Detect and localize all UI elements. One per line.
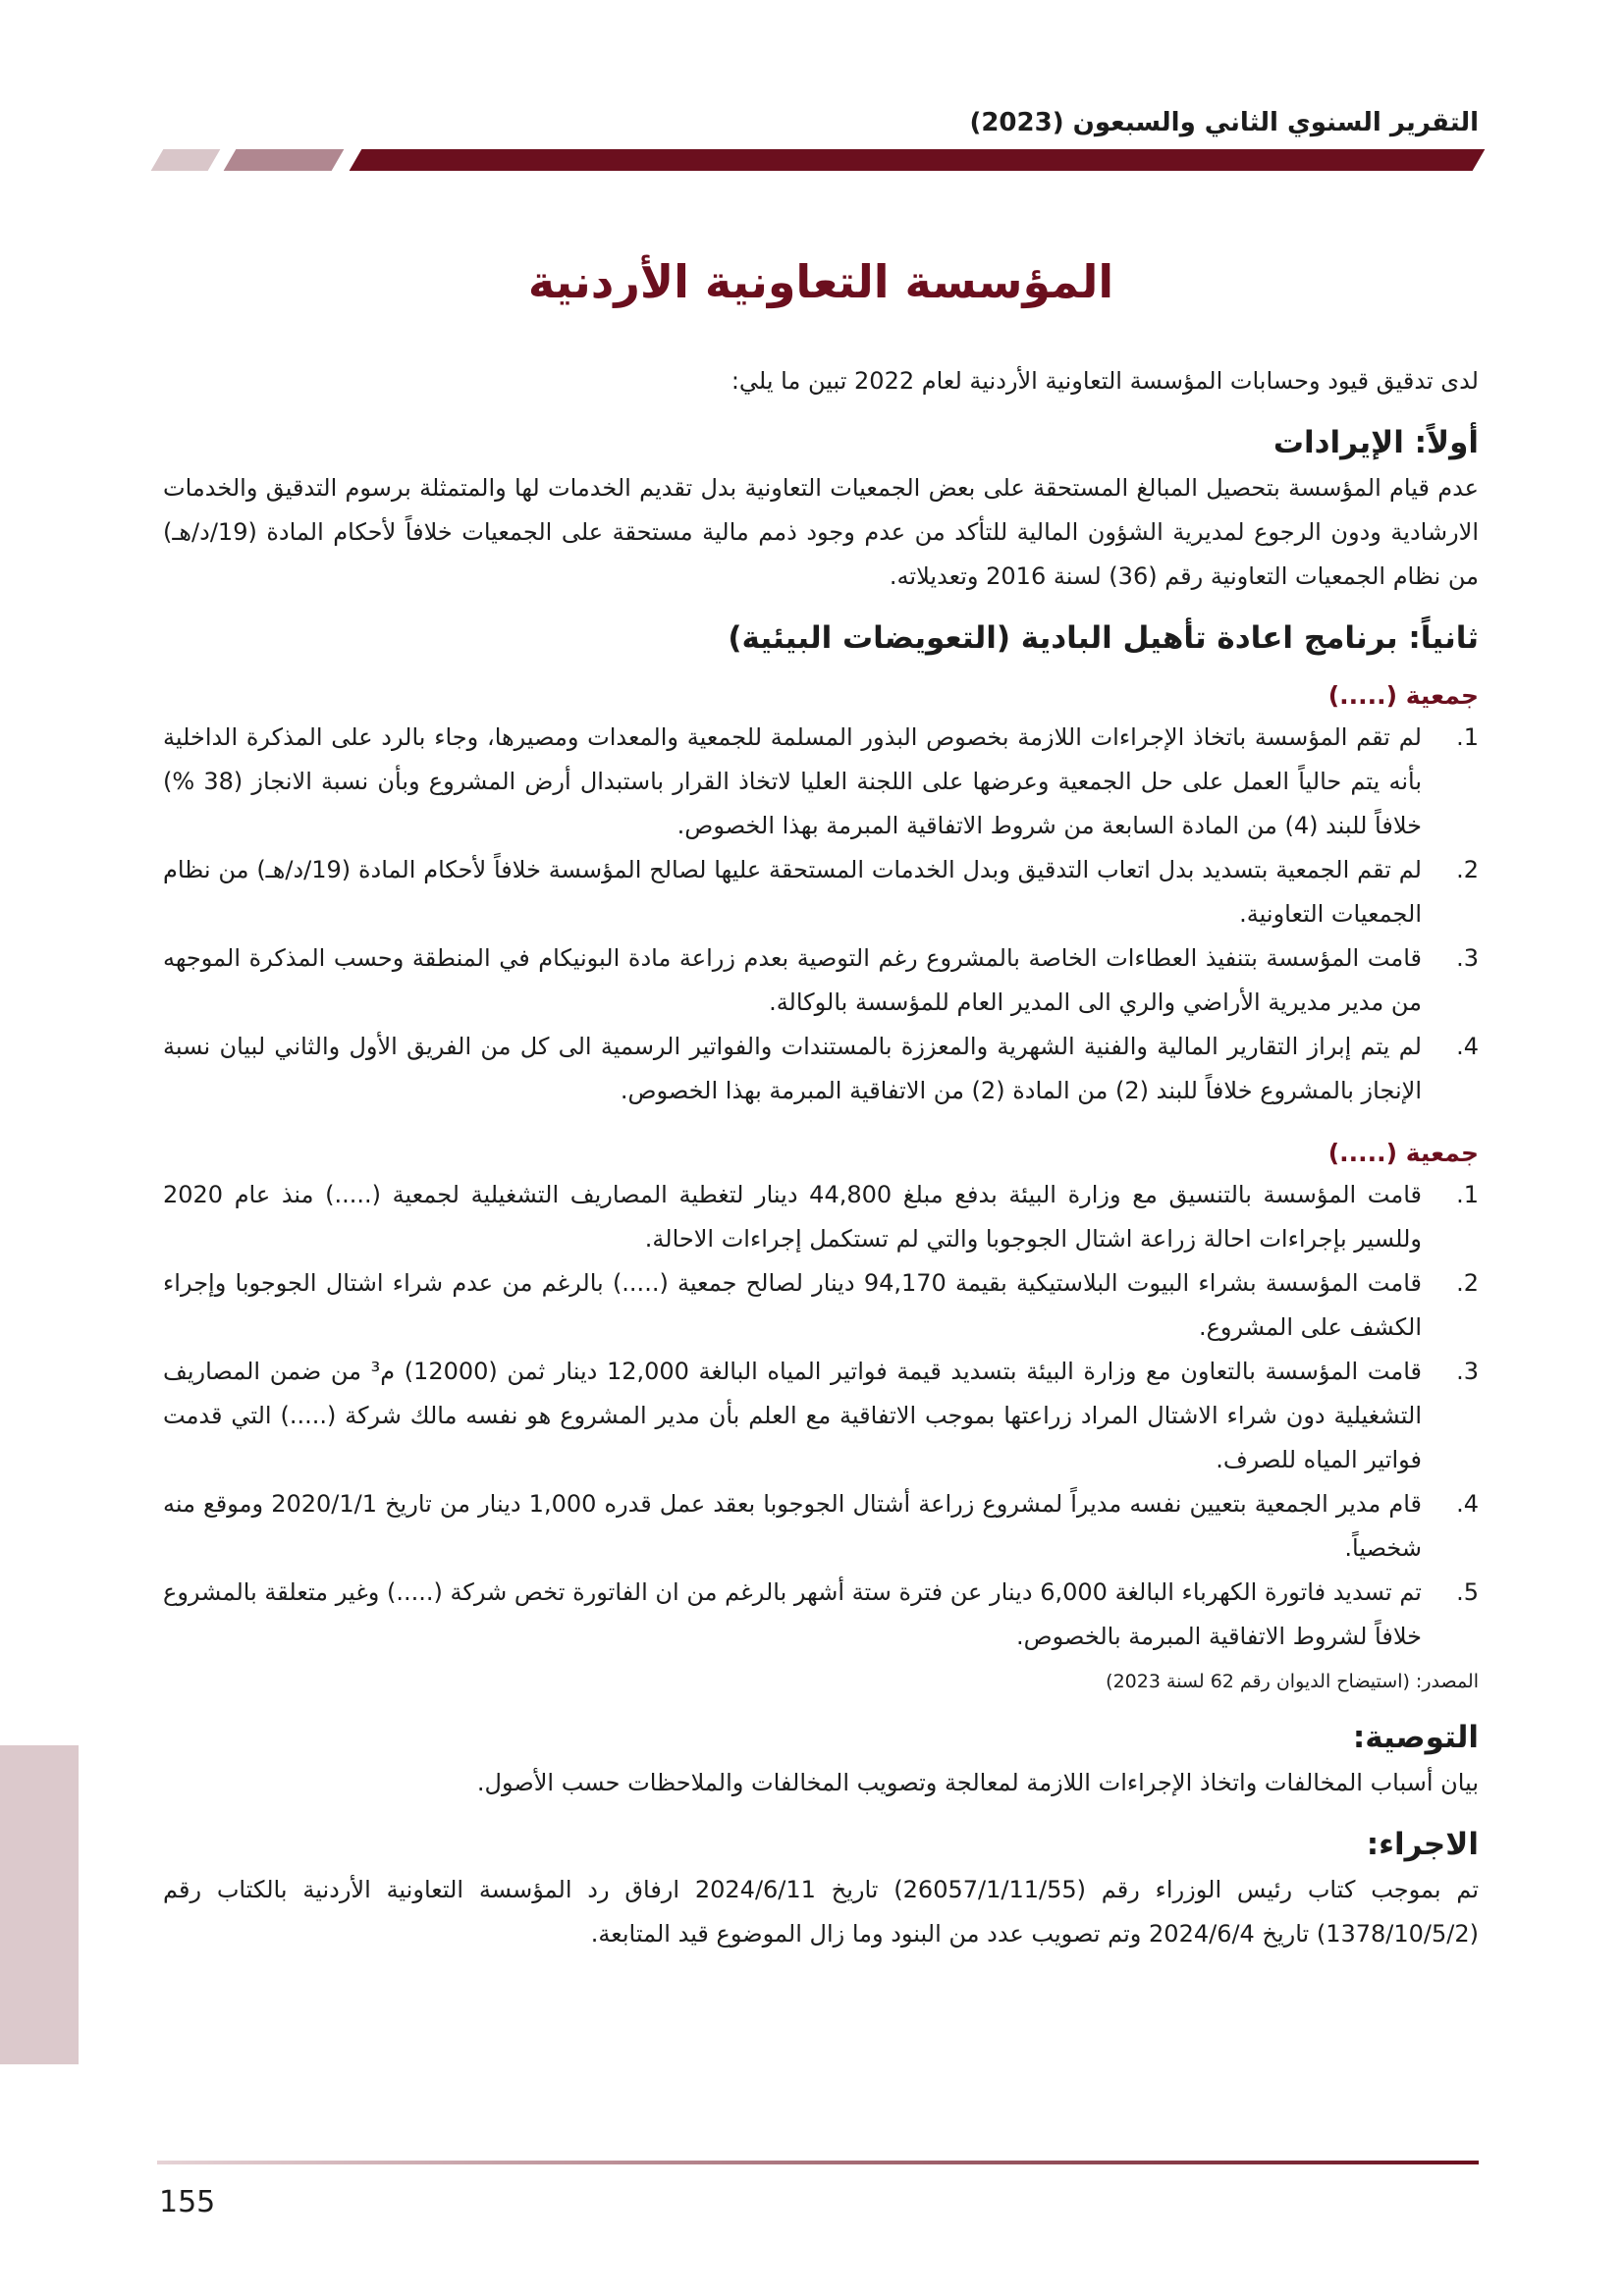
list-number: 1. [1456, 723, 1479, 751]
list-item [163, 1261, 1479, 1350]
list-number: 2. [1456, 1269, 1479, 1297]
list-number: 4. [1456, 1033, 1479, 1060]
list-number: 4. [1456, 1490, 1479, 1518]
list-item [163, 1482, 1479, 1571]
list-item [163, 848, 1479, 936]
page-title: المؤسسة التعاونية الأردنية [527, 255, 1114, 308]
header-bar-light [151, 149, 221, 171]
action-heading: الاجراء: [1366, 1827, 1479, 1862]
page-number: 155 [159, 2185, 216, 2219]
society-1-findings [163, 716, 1479, 1113]
recommendation-body: بيان أسباب المخالفات واتخاذ الإجراءات اللازمة لمعالجة وتصويب المخالفات والملاحظات حسب الأصول. [476, 1769, 1479, 1796]
list-item [163, 1025, 1479, 1113]
section-badia-heading: ثانياً: برنامج اعادة تأهيل البادية (التعويضات البيئية) [728, 620, 1479, 656]
list-number: 5. [1456, 1578, 1479, 1606]
running-header-title: التقرير السنوي الثاني والسبعون (2023) [969, 108, 1479, 137]
list-text: لم تقم الجمعية بتسديد بدل اتعاب التدقيق وبدل الخدمات المستحقة عليها لصالح المؤسسة خلافاً لأحكام المادة (19/د/هـ) من نظام الجمعيات التعاونية. [163, 856, 1422, 928]
source-note: المصدر: (استيضاح الديوان رقم 62 لسنة 2023) [1106, 1671, 1479, 1692]
header-bar-dark [350, 149, 1486, 171]
list-item [163, 1571, 1479, 1659]
list-number: 3. [1456, 944, 1479, 972]
list-number: 3. [1456, 1358, 1479, 1385]
intro-paragraph: لدى تدقيق قيود وحسابات المؤسسة التعاونية الأردنية لعام 2022 تبين ما يلي: [731, 367, 1479, 395]
section-revenues-heading: أولاً: الإيرادات [1272, 425, 1479, 460]
list-text: قامت المؤسسة بالتنسيق مع وزارة البيئة بدفع مبلغ 44,800 دينار لتغطية المصاريف التشغيلية لجمعية (.....) منذ عام 2020 وللسير بإجراءات احالة زراعة اشتال الجوجوبا والتي لم تستكمل إجراءات الاحالة. [163, 1181, 1423, 1253]
list-text: تم تسديد فاتورة الكهرباء البالغة 6,000 دينار عن فترة ستة أشهر بالرغم من ان الفاتورة تخص شركة (.....) وغير متعلقة بالمشروع خلافاً لشروط الاتفاقية المبرمة بالخصوص. [163, 1578, 1422, 1650]
list-text: لم تقم المؤسسة باتخاذ الإجراءات اللازمة بخصوص البذور المسلمة للجمعية والمعدات ومصيرها، وجاء بالرد على المذكرة الداخلية بأنه يتم حالياً العمل على حل الجمعية وعرضها على اللجنة العليا لاتخاذ القرار باستبدال أرض المشروع وبأن نسبة الانجاز (38 %) خلافاً للبند (4) من المادة السابعة من شروط الاتفاقية المبرمة بهذا الخصوص. [163, 723, 1422, 839]
list-text: قامت المؤسسة بالتعاون مع وزارة البيئة بتسديد قيمة فواتير المياه البالغة 12,000 دينار ثمن (12000) م³ من ضمن المصاريف التشغيلية دون شراء الاشتال المراد زراعتها بموجب الاتفاقية مع العلم بأن مدير المشروع هو نفسه مالك شركة (.....) التي قدمت فواتير المياه للصرف. [163, 1358, 1422, 1473]
action-body: تم بموجب كتاب رئيس الوزراء رقم (26057/1/11/55) تاريخ 2024/6/11 ارفاق رد المؤسسة التعاونية الأردنية بالكتاب رقم (1378/10/5/2) تاريخ 2024/6/4 وتم تصويب عدد من البنود وما زال الموضوع قيد المتابعة. [163, 1876, 1480, 1948]
list-number: 1. [1456, 1181, 1479, 1208]
footer-divider [157, 2161, 1479, 2164]
header-bar-medium [224, 149, 345, 171]
society-2-findings [163, 1173, 1479, 1659]
page-content [163, 255, 1479, 1956]
society-2-label: جمعية (.....) [1327, 1139, 1479, 1167]
list-item [163, 936, 1479, 1025]
list-item [163, 1350, 1479, 1482]
list-text: لم يتم إبراز التقارير المالية والفنية الشهرية والمعززة بالمستندات والفواتير الرسمية الى كل من الفريق الأول والثاني لبيان نسبة الإنجاز بالمشروع خلافاً للبند (2) من المادة (2) من الاتفاقية المبرمة بهذا الخصوص. [163, 1033, 1422, 1104]
list-item [163, 1173, 1479, 1261]
header-decoration [157, 149, 1479, 171]
section-revenues-body: عدم قيام المؤسسة بتحصيل المبالغ المستحقة على بعض الجمعيات التعاونية بدل تقديم الخدمات لها والمتمثلة برسوم التدقيق والخدمات الارشادية ودون الرجوع لمديرية الشؤون المالية للتأكد من عدم وجود ذمم مالية مستحقة على الجمعيات خلافاً لأحكام المادة (19/د/هـ) من نظام الجمعيات التعاونية رقم (36) لسنة 2016 وتعديلاته. [163, 474, 1479, 590]
recommendation-heading: التوصية: [1352, 1720, 1479, 1755]
list-text: قام مدير الجمعية بتعيين نفسه مديراً لمشروع زراعة أشتال الجوجوبا بعقد عمل قدره 1,000 دينار من تاريخ 2020/1/1 وموقع منه شخصياً. [163, 1490, 1422, 1562]
list-item [163, 716, 1479, 848]
list-number: 2. [1456, 856, 1479, 883]
list-text: قامت المؤسسة بشراء البيوت البلاستيكية بقيمة 94,170 دينار لصالح جمعية (.....) بالرغم من عدم شراء اشتال الجوجوبا وإجراء الكشف على المشروع. [163, 1269, 1422, 1341]
side-tab-marker [0, 1745, 79, 2064]
society-1-label: جمعية (.....) [1327, 681, 1479, 710]
list-text: قامت المؤسسة بتنفيذ العطاءات الخاصة بالمشروع رغم التوصية بعدم زراعة مادة البونيكام في المنطقة وحسب المذكرة الموجهه من مدير مديرية الأراضي والري الى المدير العام للمؤسسة بالوكالة. [163, 944, 1422, 1016]
